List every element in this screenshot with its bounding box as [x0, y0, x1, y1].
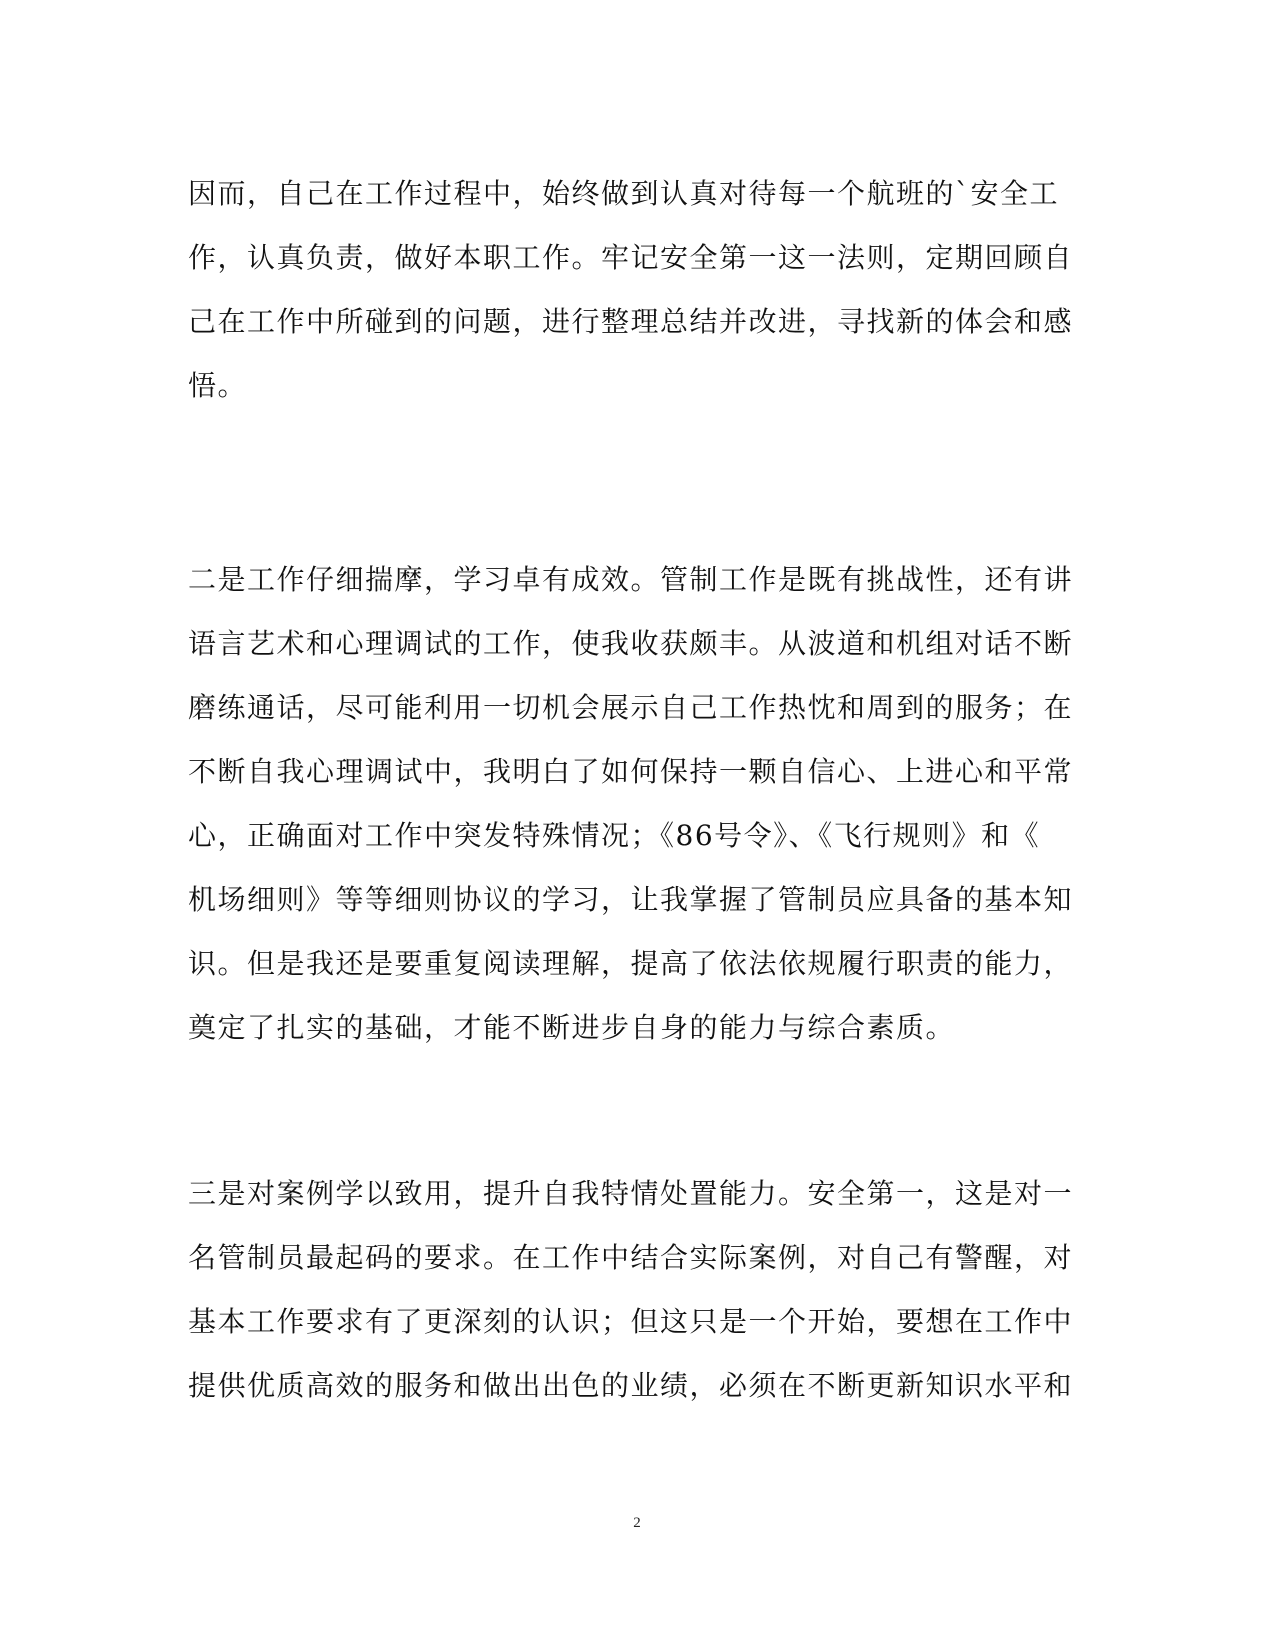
- paragraph-line: 不断自我心理调试中，我明白了如何保持一颗自信心、上进心和平常: [188, 755, 1074, 788]
- paragraph-line: 基本工作要求有了更深刻的认识；但这只是一个开始，要想在工作中: [188, 1305, 1074, 1338]
- paragraph-line: 语言艺术和心理调试的工作，使我收获颇丰。从波道和机组对话不断: [188, 627, 1074, 660]
- paragraph-safety-work: [188, 162, 1078, 418]
- paragraph-line: 因而，自己在工作过程中，始终做到认真对待每一个航班的`安全工: [188, 177, 1060, 210]
- paragraph-line: 提供优质高效的服务和做出出色的业绩，必须在不断更新知识水平和: [188, 1369, 1074, 1402]
- paragraph-line: 机场细则》等等细则协议的学习，让我掌握了管制员应具备的基本知: [188, 883, 1074, 916]
- paragraph-line: 心，正确面对工作中突发特殊情况；《86号令》、《飞行规则》和《: [188, 819, 1041, 852]
- paragraph-line: 识。但是我还是要重复阅读理解，提高了依法依规履行职责的能力，: [188, 947, 1074, 980]
- paragraph-line: 三是对案例学以致用，提升自我特情处置能力。安全第一，这是对一: [188, 1177, 1074, 1210]
- paragraph-case-study: [188, 1162, 1078, 1418]
- paragraph-line: 磨练通话，尽可能利用一切机会展示自己工作热忱和周到的服务；在: [188, 691, 1074, 724]
- paragraph-study-results: [188, 548, 1078, 1060]
- paragraph-line: 己在工作中所碰到的问题，进行整理总结并改进，寻找新的体会和感: [188, 305, 1074, 338]
- paragraph-line: 悟。: [188, 369, 248, 402]
- paragraph-line: 作，认真负责，做好本职工作。牢记安全第一这一法则，定期回顾自: [188, 241, 1074, 274]
- paragraph-line: 二是工作仔细揣摩，学习卓有成效。管制工作是既有挑战性，还有讲: [188, 563, 1074, 596]
- page-number: 2: [633, 1515, 641, 1531]
- paragraph-line: 名管制员最起码的要求。在工作中结合实际案例，对自己有警醒，对: [188, 1241, 1074, 1274]
- paragraph-line: 奠定了扎实的基础，才能不断进步自身的能力与综合素质。: [188, 1011, 956, 1044]
